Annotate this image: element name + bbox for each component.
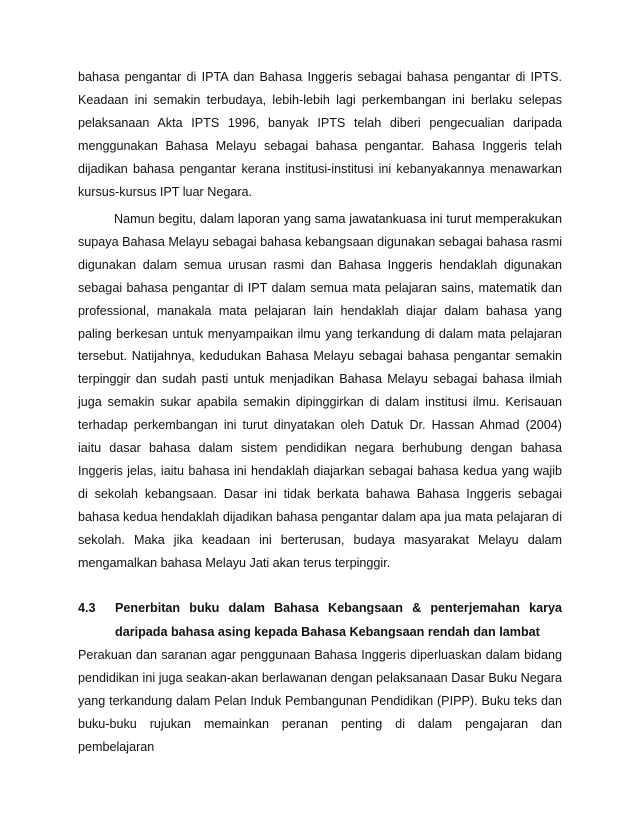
section-heading (78, 596, 562, 644)
section-number: 4.3 (78, 601, 96, 615)
body-paragraph: bahasa pengantar di IPTA dan Bahasa Inggeris sebagai bahasa pengantar di IPTS. Keadaan ini semakin terbudaya, lebih-lebih lagi perkembangan ini berlaku selepas pelaksanaan Akta IPTS 1996, banyak IPTS telah diberi pengecualian daripada menggunakan Bahasa Melayu sebagai bahasa pengantar. Bahasa Inggeris telah dijadikan bahasa pengantar kerana institusi-institusi ini kebanyakannya menawarkan kursus-kursus IPT luar Negara. (78, 70, 562, 199)
section-title: Penerbitan buku dalam Bahasa Kebangsaan & penterjemahan karya daripada bahasa asing kepada Bahasa Kebangsaan rendah dan lambat (115, 601, 562, 639)
body-paragraph: Namun begitu, dalam laporan yang sama jawatankuasa ini turut memperakukan supaya Bahasa Melayu sebagai bahasa kebangsaan digunakan sebagai bahasa rasmi digunakan dalam semua urusan rasmi dan Bahasa Inggeris hendaklah digunakan sebagai bahasa pengantar di IPT dalam semua mata pelajaran sains, matematik dan professional, manakala mata pelajaran lain hendaklah diajar dalam bahasa yang paling berkesan untuk menyampaikan ilmu yang terkandung di dalam mata pelajaran tersebut. Natijahnya, kedudukan Bahasa Melayu sebagai bahasa pengantar semakin terpinggir dan sudah pasti untuk menjadikan Bahasa Melayu sebagai bahasa ilmiah juga semakin sukar apabila semakin dipinggirkan di dalam institusi ilmu. Kerisauan terhadap perkembangan ini turut dinyatakan oleh Datuk Dr. Hassan Ahmad (2004) iaitu dasar bahasa dalam sistem pendidikan negara berhubung dengan bahasa Inggeris jelas, iaitu bahasa ini hendaklah diajarkan sebagai bahasa kedua yang wajib di sekolah kebangsaan. Dasar ini tidak berkata bahawa Bahasa Inggeris sebagai bahasa kedua hendaklah dijadikan bahasa pengantar dalam apa jua mata pelajaran di sekolah. Maka jika keadaan ini berterusan, budaya masyarakat Melayu dalam mengamalkan bahasa Melayu Jati akan terus terpinggir. (78, 212, 562, 570)
body-paragraph: Perakuan dan saranan agar penggunaan Bahasa Inggeris diperluaskan dalam bidang pendidikan ini juga seakan-akan berlawanan dengan pelaksanaan Dasar Buku Negara yang terkandung dalam Pelan Induk Pembangunan Pendidikan (PIPP). Buku teks dan buku-buku rujukan memainkan peranan penting di dalam pengajaran dan pembelajaran (78, 648, 562, 754)
